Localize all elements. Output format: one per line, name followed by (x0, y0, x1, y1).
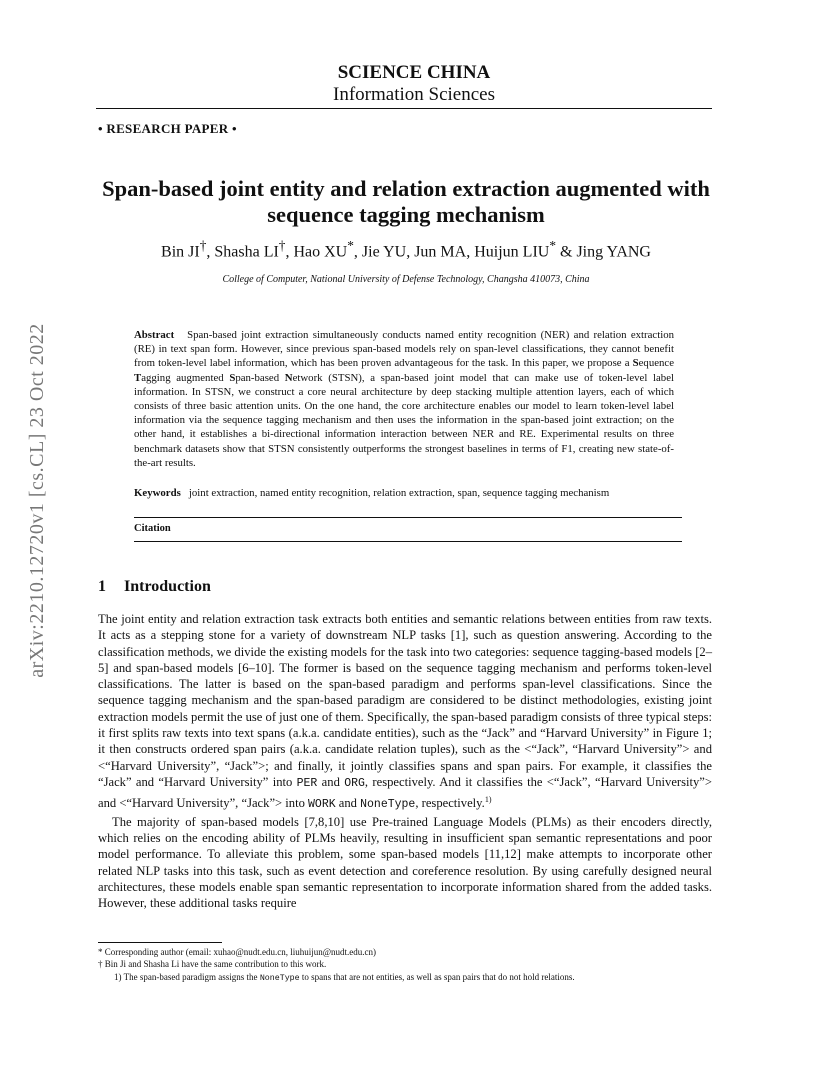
footnote-contribution: † Bin Ji and Shasha Li have the same contribution to this work. (98, 959, 327, 970)
author: Huijun LIU (474, 243, 550, 261)
paper-title: Span-based joint entity and relation extraction augmented with sequence tagging mechanism (102, 176, 710, 227)
paragraph: The joint entity and relation extraction task extracts both entities and semantic relations between entities from raw texts. It acts as a stepping stone for a variety of downstream NLP tasks [1], such as question answering. According to the classification methods, we divide the existing models for the task into two categories: sequence tagging-based models [2–5] and span-based models [6–10]. The former is based on the sequence tagging mechanism and performs token-level classifications. The latter is based on the span-based paradigm and performs span-level classifications. Since the sequence tagging mechanism and the span-based paradigm are considered to be distinct methodologies, existing joint extraction models permit the use of just one of them. Specifically, the span-based paradigm consists of three typical steps: it first splits raw texts into text spans (a.k.a. candidate entities), such as the “Jack” and “Harvard University” in Figure 1; it then constructs ordered span pairs (a.k.a. candidate relation tuples), such as the <“Jack”, “Harvard University”> and <“Harvard University”, “Jack”>; and finally, it jointly classifies spans and span pairs. For example, it classifies the “Jack” and “Harvard University” into PER and ORG, respectively. And it classifies the <“Jack”, “Harvard University”> and <“Harvard University”, “Jack”> into WORK and NoneType, respectively.$^{1)}$ (98, 612, 713, 812)
author: Hao XU (293, 243, 348, 261)
keywords-label: Keywords (134, 487, 181, 499)
journal-subtitle: Information Sciences (333, 84, 495, 105)
keywords-text: joint extraction, named entity recognition, relation extraction, span, sequence tagging mechanism (188, 487, 610, 499)
author: Jie YU (361, 243, 407, 261)
author-mark: † (199, 238, 207, 253)
abstract-label: Abstract (134, 329, 175, 341)
citation-label: Citation (134, 523, 171, 534)
footnote-marker: 1) (484, 795, 492, 805)
paragraph: The majority of span-based models [7,8,10] use Pre-trained Language Models (PLMs) as their encoders directly, which relies on the encoding ability of PLMs heavily, resulting in insufficient span semantic representations and poor model performance. To alleviate this problem, some span-based models [11,12] make attempts to incorporate other related NLP tasks into this task, such as event detection and coreference resolution. By using carefully designed neural architectures, these models enable span semantic representation to incorporate information shared from the added tasks. However, these additional tasks require (98, 814, 712, 911)
citation-rule-top (134, 517, 682, 518)
author: Jing YANG (576, 243, 651, 261)
abstract-block: Abstract Span-based joint extraction simultaneously conducts named entity recognition (NER) and relation extraction (RE) in text span form. However, since previous span-based models rely on span-level classifications, they cannot benefit from token-level label information, which has been proven advantageous for the task. In this paper, we propose a Sequence Tagging augmented Span-based Network (STSN), a span-based joint model that can make use of token-level label information. In STSN, we construct a core neural architecture by deep stacking multiple attention layers, each of which consists of three basic attention units. On the one hand, the core architecture enables our model to learn token-level label information via the sequence tagging mechanism and then uses the information in the span-based joint extraction; on the other hand, it establishes a bi-directional information interaction between NER and RE. Experimental results on three benchmark datasets show that STSN consistently outperforms the strongest baselines in terms of F1, creating new state-of-the-art results. (134, 329, 675, 469)
article-type: • RESEARCH PAPER • (98, 121, 237, 136)
footnotes (98, 946, 718, 985)
arxiv-sidebar-stamp (17, 270, 57, 730)
code-label: NoneType (360, 798, 416, 812)
code-label: ORG (344, 776, 365, 790)
author-mark: * (549, 238, 556, 253)
author-mark: * (347, 238, 354, 253)
author-mark: † (278, 238, 286, 253)
header-rule (96, 108, 712, 109)
section-number: 1 (98, 578, 106, 595)
code-label: PER (296, 776, 318, 790)
arxiv-id: arXiv:2210.12720v1 [cs.CL] 23 Oct 2022 (25, 322, 48, 678)
journal-name: SCIENCE CHINA (337, 62, 491, 83)
journal-header (0, 62, 828, 106)
author: Jun MA (414, 243, 467, 261)
author-list: Bin JI†, Shasha LI†, Hao XU*, Jie YU, Jun MA, Huijun LIU* & Jing YANG (161, 238, 651, 261)
author: Bin JI (161, 243, 200, 261)
section-heading (98, 578, 211, 596)
citation-rule-bottom (134, 541, 682, 542)
affiliation: College of Computer, National University of Defense Technology, Changsha 410073, China (222, 274, 590, 285)
author: Shasha LI (214, 243, 279, 261)
footnote-rule (98, 942, 222, 943)
body-text (98, 611, 712, 912)
footnote-corresponding: * Corresponding author (email: xuhao@nudt.edu.cn, liuhuijun@nudt.edu.cn) (98, 947, 377, 957)
section-title: Introduction (124, 578, 211, 595)
footnote-1: 1) The span-based paradigm assigns the NoneType to spans that are not entities, as well as span pairs that do not hold relations. (114, 971, 575, 983)
code-label: WORK (308, 798, 336, 812)
keywords-block (134, 486, 674, 500)
